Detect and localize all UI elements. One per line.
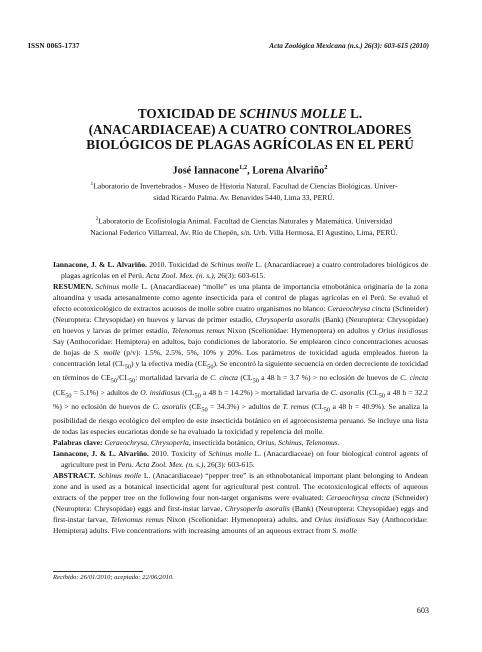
author-list: José Iannacone$^{1,2}$, Lorena Alvariño$^2$ (172, 164, 328, 177)
affiliation-1: $^1$Laboratorio de Invertebrados - Museo de Historia Natural. Facultad de Ciencias Biológicas. Univer- sidad Ricardo Palma. Av. Benavides 5440, Lima 33, PERÚ. (90, 181, 398, 202)
resumen-paragraph: RESUMEN. Schinus molle L. (Anacardiaceae) “molle” es una planta de importancia etnobotánica originaria de la zona altoandina y usada artesanalmente como agente insecticida para el control de plagas agrícolas en el Perú. Se evaluó el efecto ecotoxicológico de extractos acuosos de molle sobre cuatro organismos no blanco: Ceraeochrysa cincta (Schneider) (Neuroptera: Chrysopidae) en huevos y larvas de primer estadío, Chrysoperla asoralis (Bank) (Neuroptera: Chrysopidae) en huevos y larvas de primer estadío, Telenomus remus Nixon (Scelionidae: Hymenoptera) en adultos y Orius insidiosus Say (Anthocoridae: Hemiptera) en adultos, bajo condiciones de laboratorio. Se emplearon cinco concentraciones acuosas de hojas de S. molle (p/v): 1.5%, 2.5%, 5%, 10% y 20%. Los parámetros de toxicidad aguda empleados fueron la concentración letal $(CL_{50})$ y la efectiva media $(CE_{50})$. Se encontró la siguiente secuencia en orden decreciente de toxicidad en términos de $CE_{50}/CL_{50}$: mortalidad larvaria de C. cincta ($CL_{50}$ a 48 h = 3.7 %) > no eclosión de huevos de C. cincta $(CE_{50} = 5.1\%)$ > adultos de O. insidiosus ($CL_{50}$ a 48 h = 14.2%) > mortalidad larvaria de C. asoralis ($CL_{50}$ a 48 h = 32.2 %) > no eclosión de huevos de C. asoralis $(CE_{50} = 34.3\%)$ > adultos de T. remus ($CL_{50}$ a 48 h = 40.9%). Se analiza la posibilidad de riesgo ecológico del empleo de este insecticida botánico en el agroecosistema peruano. Se incluye una lista de todas las especies eucariotas donde se ha evaluado la toxicidad y repelencia del molle. (53, 281, 429, 437)
english-abstract-section (53, 449, 428, 537)
author-2: Lorena Alvariño (252, 165, 325, 177)
page-number: 603 (416, 606, 429, 615)
spanish-abstract-section (53, 260, 428, 449)
received-accepted-dates: Recibido: 26/01/2010; aceptado: 22/06/2010. (53, 574, 174, 581)
issn-header: ISSN 0065-1737 (28, 42, 80, 50)
affiliation-2: $^2$Laboratorio de Ecofisiología Animal. Facultad de Ciencias Naturales y Matemática. Universidad Nacional Federico Villarreal, Av. Río de Chepén, s/n. Urb. Villa Hermosa, El Agustino, Lima, PERÚ. (90, 216, 398, 237)
footnote-divider (53, 571, 143, 572)
article-title (50, 106, 450, 153)
author-2-affiliation-marker: 2 (324, 164, 328, 171)
author-1: José Iannacone (172, 165, 240, 177)
journal-citation-header: Acta Zoológica Mexicana (n.s.) 26(3): 603-615 (2010) (269, 42, 429, 50)
title-line-1: TOXICIDAD DE SCHINUS MOLLE L. (137, 106, 363, 121)
abstract-paragraph: ABSTRACT. Schinus molle L. (Anacardiaceae) “pepper tree” is an ethnobotanical important plant belonging to Andean zone and is used as a botanical insecticidal agent for agricultural pest control. The ecotoxicological effects of aqueous extracts of the pepper tree on the following four non-target organisms were evaluated: Ceraeochrysa cincta (Schneider) (Neuroptera: Chrysopidae) eggs and first-instar larvae, Chrysoperla asoralis (Bank) (Neuroptera: Chrysopidae) eggs and first-instar larvae, Telenomus remus Nixon (Scelionidae: Hymenoptera) adults, and Orius insidiosus Say (Anthocoridae: Hemiptera) adults. Five concentrations with increasing amounts of an aqueous extract from S. molle (53, 470, 429, 535)
citation-spanish: Iannacone, J. & L. Alvariño. 2010. Toxicidad de Schinus molle L. (Anacardiaceae) a cuatro controladores biológicos de plagas agrícolas en el Perú. Acta Zool. Mex. (n. s.), 26(3): 603-615. (53, 260, 428, 280)
title-line-2: (ANACARDIACEAE) A CUATRO CONTROLADORES (88, 121, 412, 137)
title-line-3: BIOLÓGICOS DE PLAGAS AGRÍCOLAS EN EL PERÚ (86, 137, 414, 152)
author-1-affiliation-marker: 1,2 (239, 164, 248, 171)
citation-english: Iannacone, J. & L. Alvariño. 2010. Toxicity of Schinus molle L. (Anacardiaceae) on four biological control agents of agriculture pest in Peru. Acta Zool. Mex. (n. s.), 26(3): 603-615. (53, 449, 428, 469)
keywords-spanish: Palabras clave: Ceraeochrysa, Chrysoperla, insecticida botánico, Orius, Schinus, Telenomus. (53, 438, 340, 448)
